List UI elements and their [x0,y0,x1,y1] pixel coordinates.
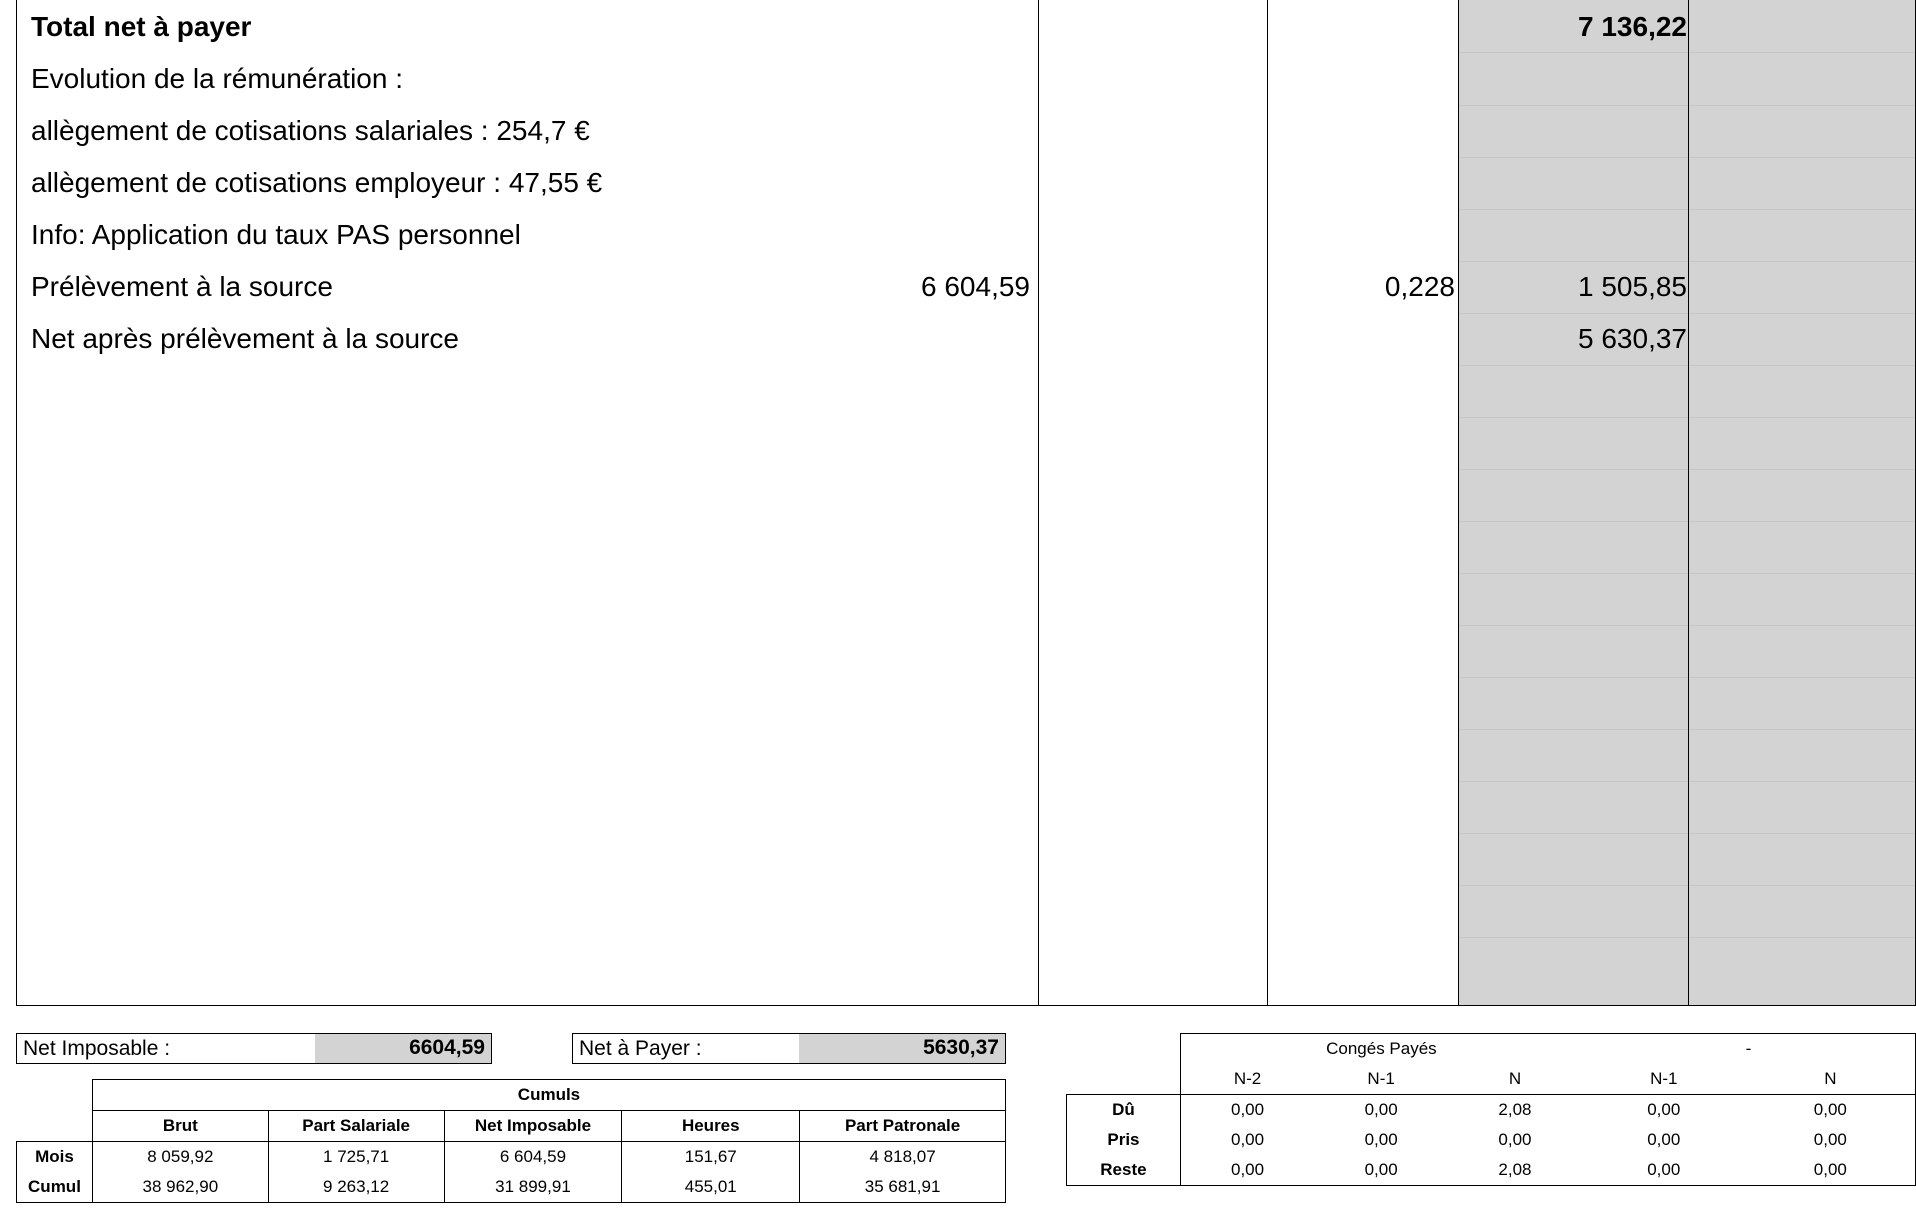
cumuls-header: Heures [622,1111,800,1142]
column-divider-amount [1458,0,1459,1005]
row-rule [1459,469,1915,470]
conges-cell: 0,00 [1231,1130,1265,1149]
row-rule [1459,885,1915,886]
conges-cell: 0,00 [1647,1130,1681,1149]
cumuls-header: Part Patronale [800,1111,1006,1142]
conges-payes-table [1066,1033,1916,1186]
cumuls-cell: 6 604,59 [444,1142,622,1173]
row-rule [1459,365,1915,366]
cumuls-row [17,1172,1006,1203]
net-a-payer-box [572,1033,1006,1064]
conges-row-label: Reste [1067,1155,1181,1186]
row-rule [1459,52,1915,53]
conges-cell: 0,00 [1498,1130,1532,1149]
row-rule [1459,729,1915,730]
conges-header: N-1 [1650,1069,1678,1088]
line-label: Info: Application du taux PAS personnel [31,219,521,250]
row-rule [1459,105,1915,106]
conges-cell: 0,00 [1582,1155,1746,1186]
row-rule [1459,573,1915,574]
column-divider-employer [1688,0,1689,1005]
cumuls-table [16,1079,1006,1203]
row-rule [1459,937,1915,938]
conges-cell: 0,00 [1746,1155,1916,1186]
line-label: allègement de cotisations salariales : 254,7 € [31,115,590,146]
line-label: Prélèvement à la source [31,271,333,302]
conges-title-secondary: - [1582,1034,1916,1065]
line-label: Evolution de la rémunération : [31,63,403,94]
cumuls-header: Part Salariale [268,1111,444,1142]
line-label: allègement de cotisations employeur : 47,55 € [31,167,603,198]
conges-header: N [1746,1064,1916,1095]
cumuls-cell: 35 681,91 [800,1172,1006,1203]
line-label: Total net à payer [31,11,252,42]
conges-cell: 0,00 [1180,1095,1314,1126]
conges-row-label: Dû [1067,1095,1181,1126]
line-label: Net après prélèvement à la source [31,323,459,354]
row-rule [1459,625,1915,626]
cumuls-cell: 38 962,90 [92,1172,268,1203]
payslip-lines-table [16,0,1916,1006]
conges-cell: 0,00 [1746,1095,1916,1126]
conges-cell: 0,00 [1582,1095,1746,1126]
conges-row [1067,1095,1916,1126]
amount-column-shading [1459,0,1915,1005]
conges-cell: 0,00 [1314,1155,1448,1186]
row-rule [1459,833,1915,834]
cumuls-cell: 1 725,71 [268,1142,444,1173]
line-amount: 7 136,22 [1578,11,1687,42]
net-a-payer-label: Net à Payer : [579,1037,702,1060]
conges-cell: 0,00 [1746,1125,1916,1155]
conges-row [1067,1155,1916,1186]
conges-row-label: Pris [1067,1125,1181,1155]
conges-title: Congés Payés [1180,1034,1581,1065]
net-imposable-label: Net Imposable : [23,1037,171,1060]
net-imposable-value: 6604,59 [315,1034,491,1063]
conges-cell: 0,00 [1180,1155,1314,1186]
conges-row [1067,1125,1916,1155]
cumuls-cell: 8 059,92 [92,1142,268,1173]
conges-cell: 0,00 [1364,1130,1398,1149]
cumuls-header: Net Imposable [444,1111,622,1142]
cumuls-cell: 4 818,07 [800,1142,1006,1173]
row-rule [1459,417,1915,418]
cumuls-cell: 151,67 [622,1142,800,1173]
cumuls-row-label: Mois [17,1142,93,1173]
row-rule [1459,521,1915,522]
line-amount: 1 505,85 [1578,271,1687,302]
conges-header: N-1 [1367,1069,1395,1088]
line-amount: 5 630,37 [1578,323,1687,354]
line-base: 6 604,59 [921,271,1030,302]
row-rule [1459,157,1915,158]
net-a-payer-value: 5630,37 [799,1034,1005,1063]
cumuls-cell: 455,01 [622,1172,800,1203]
conges-cell: 2,08 [1448,1095,1582,1126]
column-divider-base [1038,0,1039,1005]
cumuls-header: Brut [92,1111,268,1142]
conges-cell: 2,08 [1448,1155,1582,1186]
conges-cell: 0,00 [1314,1095,1448,1126]
row-rule [1459,781,1915,782]
row-rule [1459,261,1915,262]
cumuls-cell: 31 899,91 [444,1172,622,1203]
column-divider-rate [1267,0,1268,1005]
row-rule [1459,209,1915,210]
conges-header: N-2 [1180,1064,1314,1095]
cumuls-row-label: Cumul [17,1172,93,1203]
row-rule [1459,313,1915,314]
cumuls-title: Cumuls [92,1080,1005,1111]
cumuls-cell: 9 263,12 [268,1172,444,1203]
cumuls-row [17,1142,1006,1173]
conges-header: N [1508,1069,1522,1088]
net-imposable-box [16,1033,492,1064]
row-rule [1459,677,1915,678]
line-rate: 0,228 [1384,271,1455,302]
